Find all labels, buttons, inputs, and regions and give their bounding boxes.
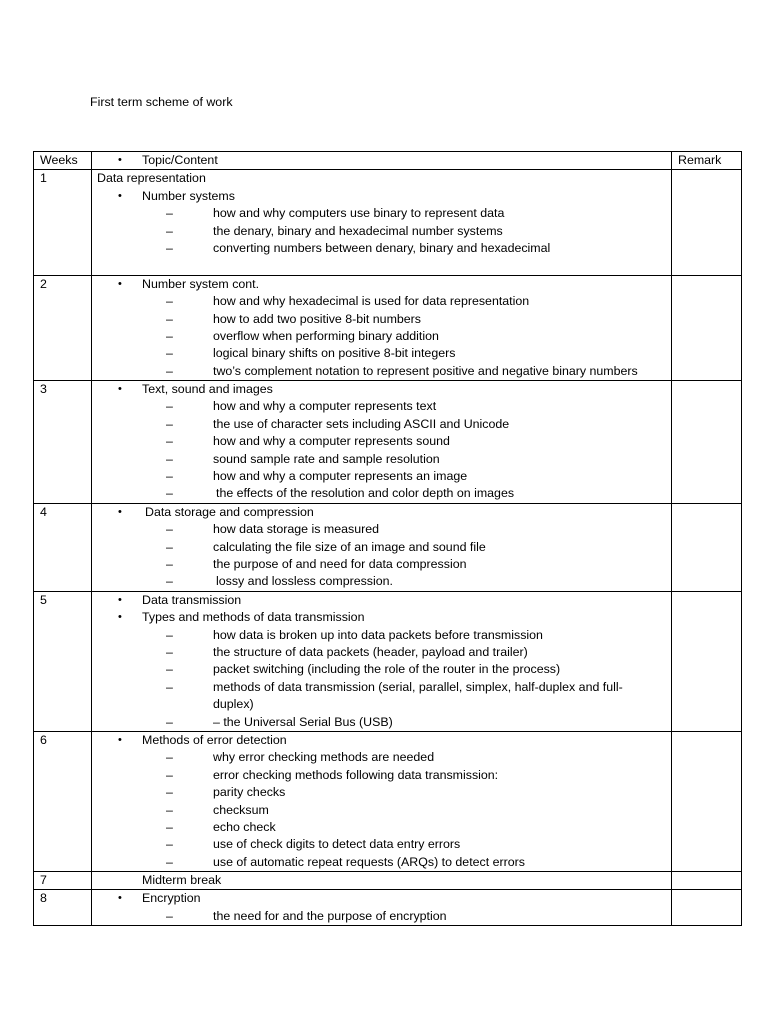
- sub-item: [92, 802, 671, 819]
- table-row: [34, 381, 742, 504]
- dash-icon: –: [166, 294, 173, 309]
- sub-item: [92, 451, 671, 468]
- sub-item-text: the purpose of and need for data compression: [213, 557, 467, 571]
- sub-item: [92, 468, 671, 485]
- topic-content-cell: [92, 872, 672, 890]
- topic-header: [92, 152, 672, 170]
- sub-item: [92, 908, 671, 925]
- dash-icon: –: [166, 399, 173, 414]
- sub-item-text: logical binary shifts on positive 8-bit integers: [213, 346, 456, 361]
- dash-icon: –: [166, 714, 173, 729]
- section-heading-text: Data representation: [97, 171, 206, 186]
- table-row: [34, 275, 742, 380]
- dash-icon: –: [166, 451, 173, 466]
- dash-icon: –: [166, 854, 173, 869]
- bullet-icon: •: [118, 892, 122, 905]
- week-number: 2: [34, 275, 92, 380]
- table-row: [34, 731, 742, 871]
- bullet-icon: •: [118, 733, 122, 746]
- remark-cell: [672, 591, 742, 731]
- bullet-item: [92, 732, 671, 749]
- dash-icon: –: [166, 819, 173, 834]
- dash-icon: –: [166, 469, 173, 484]
- sub-item-text: error checking methods following data transmission:: [213, 767, 499, 782]
- bullet-item-text: Methods of error detection: [142, 732, 287, 747]
- sub-item: [92, 679, 671, 714]
- bullet-item-text: Encryption: [142, 891, 201, 906]
- week-number: 4: [34, 503, 92, 591]
- week-number: 3: [34, 381, 92, 504]
- bullet-item-text: Types and methods of data transmission: [142, 610, 365, 625]
- sub-item: [92, 311, 671, 328]
- week-number: 7: [34, 872, 92, 890]
- table-header-row: [34, 152, 742, 170]
- bullet-icon: •: [118, 505, 122, 518]
- sub-item: [92, 556, 671, 573]
- sub-item-text: converting numbers between denary, binary and hexadecimal: [213, 240, 551, 255]
- bullet-item-text: Text, sound and images: [142, 382, 273, 397]
- sub-item-text: how and why a computer represents an image: [213, 469, 468, 484]
- sub-item-text: checksum: [213, 802, 269, 817]
- document-title: First term scheme of work: [90, 95, 233, 109]
- bullet-icon: •: [118, 154, 122, 166]
- week-number: 1: [34, 170, 92, 275]
- week-number: 5: [34, 591, 92, 731]
- topic-content-cell: [92, 275, 672, 380]
- sub-item-text: how data is broken up into data packets before transmission: [213, 627, 543, 642]
- bullet-icon: •: [118, 593, 122, 606]
- sub-item: [92, 521, 671, 538]
- week-number: 8: [34, 890, 92, 926]
- dash-icon: –: [166, 539, 173, 554]
- sub-item: [92, 293, 671, 310]
- sub-item-text: how and why computers use binary to represent data: [213, 206, 505, 221]
- remark-cell: [672, 503, 742, 591]
- sub-item: [92, 345, 671, 362]
- section-heading: [92, 170, 671, 187]
- dash-icon: –: [166, 434, 173, 449]
- dash-icon: –: [166, 328, 173, 343]
- sub-item-text: why error checking methods are needed: [213, 750, 435, 765]
- sub-item: [92, 661, 671, 678]
- bullet-item: [92, 381, 671, 398]
- topic-content-cell: [92, 731, 672, 871]
- dash-icon: –: [166, 679, 173, 694]
- dash-icon: –: [166, 311, 173, 326]
- dash-icon: –: [166, 416, 173, 431]
- sub-item-text: parity checks: [213, 785, 286, 800]
- sub-item: [92, 784, 671, 801]
- bullet-item-text: Midterm break: [142, 873, 222, 888]
- dash-icon: –: [166, 574, 173, 589]
- sub-item-text: methods of data transmission (serial, parallel, simplex, half-duplex and full-duplex): [213, 679, 623, 712]
- remark-cell: [672, 872, 742, 890]
- sub-item-text: how and why a computer represents sound: [213, 434, 450, 449]
- sub-item: [92, 240, 671, 257]
- bullet-item-text: Data storage and compression: [145, 504, 314, 519]
- sub-item-text: calculating the file size of an image and sound file: [213, 539, 486, 554]
- dash-icon: –: [166, 522, 173, 537]
- table-body: [34, 170, 742, 926]
- bullet-icon: •: [118, 189, 122, 202]
- sub-item: [92, 433, 671, 450]
- bullet-item: [92, 609, 671, 626]
- remark-header: Remark: [672, 152, 742, 170]
- sub-item-text: the structure of data packets (header, payload and trailer): [213, 644, 528, 659]
- dash-icon: –: [166, 557, 173, 571]
- sub-item-text: use of automatic repeat requests (ARQs) to detect errors: [213, 854, 525, 869]
- dash-icon: –: [166, 750, 173, 765]
- dash-icon: –: [166, 223, 173, 238]
- topic-header-label: Topic/Content: [142, 153, 218, 167]
- blank-line: [92, 257, 671, 274]
- sub-item-text: – the Universal Serial Bus (USB): [213, 714, 393, 729]
- scheme-of-work-table: [33, 151, 742, 926]
- sub-item: [92, 854, 671, 871]
- bullet-icon: •: [118, 383, 122, 396]
- sub-item-text: how and why hexadecimal is used for data representation: [213, 294, 530, 309]
- sub-item-text: echo check: [213, 819, 276, 834]
- sub-item: [92, 223, 671, 240]
- sub-item-text: packet switching (including the role of the router in the process): [213, 662, 561, 677]
- remark-cell: [672, 275, 742, 380]
- sub-item: [92, 573, 671, 590]
- sub-item-text: sound sample rate and sample resolution: [213, 451, 440, 466]
- bullet-icon: •: [118, 277, 122, 290]
- week-number: 6: [34, 731, 92, 871]
- dash-icon: –: [166, 837, 173, 852]
- remark-cell: [672, 381, 742, 504]
- sub-item-text: the use of character sets including ASCII and Unicode: [213, 416, 510, 431]
- sub-item-text: the effects of the resolution and color depth on images: [216, 486, 515, 501]
- table-row: [34, 890, 742, 926]
- sub-item: [92, 416, 671, 433]
- dash-icon: –: [166, 908, 173, 923]
- remark-cell: [672, 170, 742, 275]
- sub-item: [92, 714, 671, 731]
- sub-item-text: the denary, binary and hexadecimal number systems: [213, 223, 503, 238]
- remark-cell: [672, 731, 742, 871]
- table-row: [34, 591, 742, 731]
- bullet-item: [92, 592, 671, 609]
- table-row: [34, 503, 742, 591]
- dash-icon: –: [166, 785, 173, 800]
- bullet-item-text: Data transmission: [142, 592, 242, 607]
- dash-icon: –: [166, 662, 173, 677]
- table-row: [34, 872, 742, 890]
- bullet-item-text: Number system cont.: [142, 276, 260, 291]
- sub-item-text: lossy and lossless compression.: [216, 574, 393, 589]
- sub-item-text: use of check digits to detect data entry errors: [213, 837, 461, 852]
- topic-content-cell: [92, 591, 672, 731]
- bullet-item: [92, 890, 671, 907]
- sub-item-text: overflow when performing binary addition: [213, 328, 439, 343]
- sub-item: [92, 749, 671, 766]
- dash-icon: –: [166, 767, 173, 782]
- sub-item: [92, 539, 671, 556]
- sub-item-text: how to add two positive 8-bit numbers: [213, 311, 421, 326]
- remark-cell: [672, 890, 742, 926]
- sub-item-text: two’s complement notation to represent positive and negative binary numbers: [213, 363, 638, 378]
- sub-item: [92, 328, 671, 345]
- sub-item: [92, 767, 671, 784]
- sub-item: [92, 819, 671, 836]
- table-row: [34, 170, 742, 275]
- bullet-item: [92, 872, 671, 889]
- sub-item: [92, 627, 671, 644]
- dash-icon: –: [166, 206, 173, 221]
- topic-content-cell: [92, 381, 672, 504]
- sub-item-text: the need for and the purpose of encryption: [213, 908, 447, 923]
- sub-item-text: how and why a computer represents text: [213, 399, 437, 414]
- dash-icon: –: [166, 486, 173, 501]
- bullet-item: [92, 504, 671, 521]
- sub-item-text: how data storage is measured: [213, 522, 379, 537]
- sub-item: [92, 485, 671, 502]
- dash-icon: –: [166, 240, 173, 255]
- topic-content-cell: [92, 503, 672, 591]
- sub-item: [92, 205, 671, 222]
- sub-item: [92, 363, 671, 380]
- dash-icon: –: [166, 644, 173, 659]
- sub-item: [92, 398, 671, 415]
- topic-content-cell: [92, 890, 672, 926]
- bullet-icon: •: [118, 611, 122, 624]
- weeks-header: Weeks: [34, 152, 92, 170]
- dash-icon: –: [166, 627, 173, 642]
- topic-content-cell: [92, 170, 672, 275]
- dash-icon: –: [166, 346, 173, 361]
- bullet-item-text: Number systems: [142, 188, 235, 203]
- bullet-item: [92, 188, 671, 205]
- dash-icon: –: [166, 363, 173, 378]
- dash-icon: –: [166, 802, 173, 817]
- bullet-item: [92, 276, 671, 293]
- sub-item: [92, 644, 671, 661]
- sub-item: [92, 836, 671, 853]
